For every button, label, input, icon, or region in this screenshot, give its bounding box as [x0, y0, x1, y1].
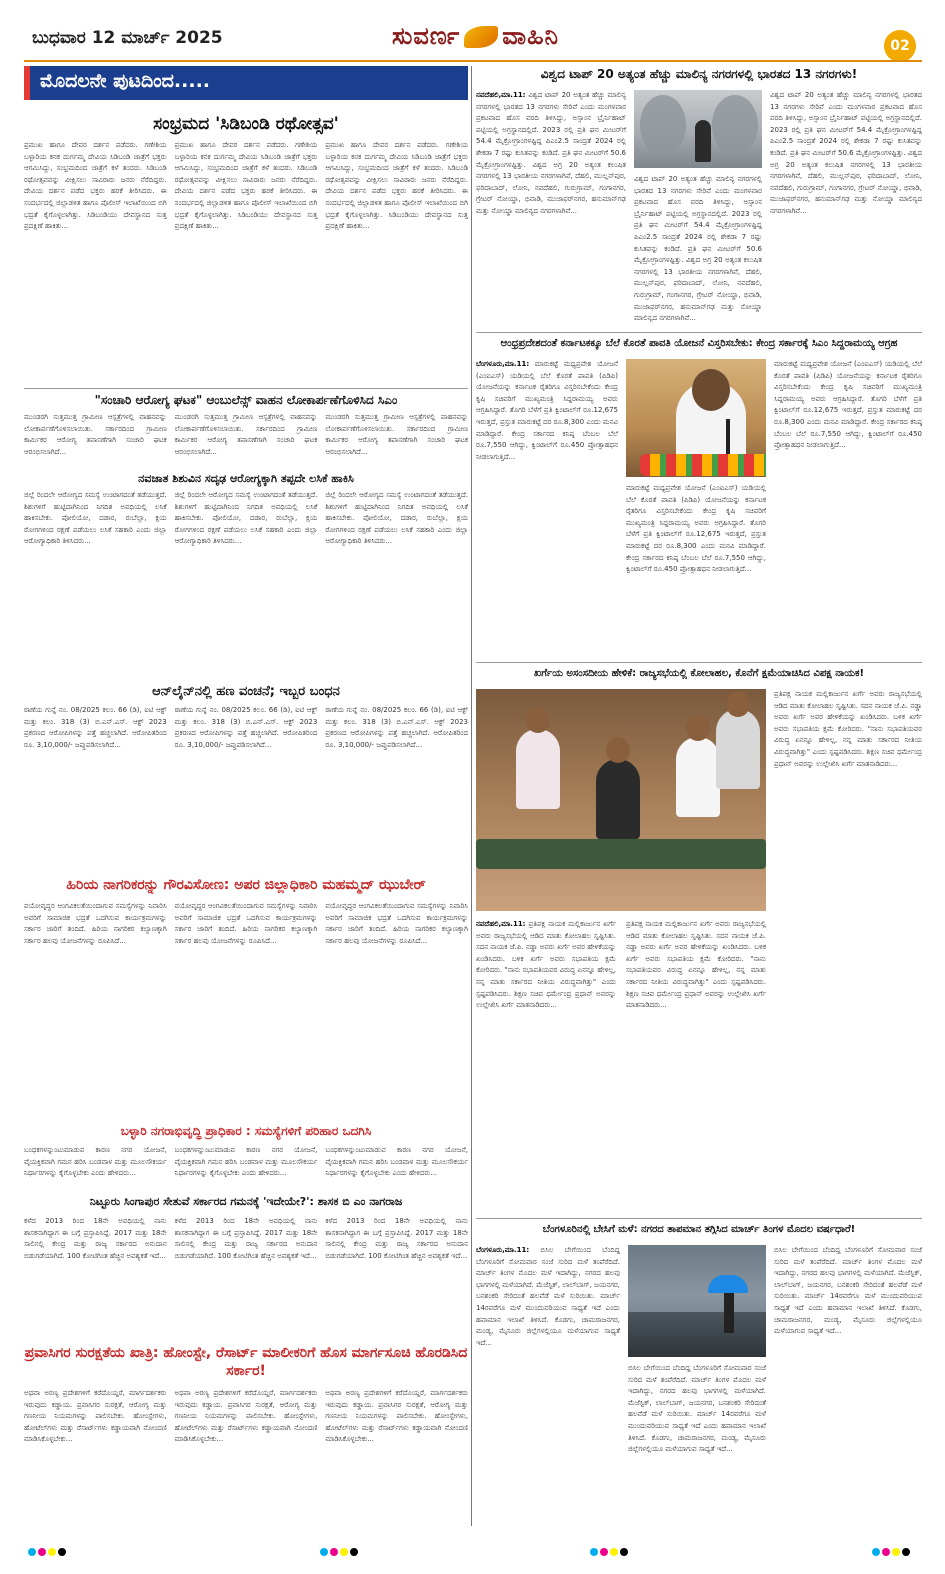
article-pollution — [476, 66, 922, 322]
article-vaccination — [24, 472, 468, 676]
article-body: ನವದೆಹಲಿ,ಮಾ.11: ವಿಶ್ವದ ಟಾಪ್ 20 ಅತ್ಯಂತ ಹೆಚ್ಚು ಮಾಲಿನ್ಯ ನಗರಗಳಲ್ಲಿ ಭಾರತದ 13 ನಗರಗಳು ಸೇರಿವೆ ಎಂದು ಮಂಗಳವಾರ ಪ್ರಕಟವಾದ ಹೊಸ ವರದಿ ತಿಳಿಸಿದ್ದು, ಅಸ್ಸಾಂನ ಬ್ರೈರ್ನಿಹಾಟ್ ಪಟ್ಟಿಯಲ್ಲಿ ಅಗ್ರಸ್ಥಾನದಲ್ಲಿದೆ. 2023 ರಲ್ಲಿ ಪ್ರತಿ ಘನ ಮೀಟರ್‌ಗೆ 54.4 ಮೈಕ್ರೋಗ್ರಾಂಗಳಷ್ಟಿದ್ದ ಪಿಎಂ2.5 ಸಾಂದ್ರತೆ 2024 ರಲ್ಲಿ ಶೇಕಡಾ 7 ರಷ್ಟು ಕುಸಿತವನ್ನು ಕಂಡಿದೆ. ಪ್ರತಿ ಘನ ಮೀಟರ್‌ಗೆ 50.6 ಮೈಕ್ರೋಗ್ರಾಂಗಳಷ್ಟಿತ್ತು. ವಿಶ್ವದ ಅಗ್ರ 20 ಅತ್ಯಂತ ಕಲುಷಿತ ನಗರಗಳಲ್ಲಿ 13 ಭಾರತೀಯ ನಗರಗಳಾಗಿವೆ, ದೆಹಲಿ, ಮುಲ್ಲನ್‌ಪುರ, ಫರಿದಾಬಾದ್, ಲೋನಿ, ನವದೆಹಲಿ, ಗುರುಗ್ರಾಮ್, ಗಂಗಾನಗರ, ಗ್ರೇಟರ್ ನೋಯ್ಡಾ, ಭಿವಾಡಿ, ಮುಜಾಫರ್‌ನಗರ, ಹನುಮಾನ್‌ಗಢ ಮತ್ತು ನೋಯ್ಡಾ ಮಾಲಿನ್ಯದ ನಗರಗಳಾಗಿವೆ... — [476, 91, 626, 215]
article-body-cont: ಪ್ರತಿಪಕ್ಷ ನಾಯಕ ಮಲ್ಲಿಕಾರ್ಜುನ ಖರ್ಗೆ ಅವರು ರಾಜ್ಯಸಭೆಯಲ್ಲಿ ಆಡಿದ ಮಾತು ಕೋಲಾಹಲ ಸೃಷ್ಟಿಸಿತು. ಸದನ ನಾಯಕ ಜೆ.ಪಿ. ನಡ್ಡಾ ಅವರು ಖರ್ಗೆ ಅವರ ಹೇಳಿಕೆಯನ್ನು ಖಂಡಿಸಿದರು. ಬಳಿಕ ಖರ್ಗೆ ಅವರು ಸಭಾಪತಿಯ ಕ್ಷಮೆ ಕೋರಿದರು. "ನಾನು ಸಭಾಪತಿಯವರ ವಿರುದ್ಧ ಏನನ್ನೂ ಹೇಳಿಲ್ಲ, ನನ್ನ ಮಾತು ಸರ್ಕಾರದ ನೀತಿಯ ವಿರುದ್ಧವಾಗಿತ್ತು" ಎಂದು ಸ್ಪಷ್ಟಪಡಿಸಿದರು. ಶಿಕ್ಷಣ ಸಚಿವ ಧರ್ಮೇಂದ್ರ ಪ್ರಧಾನ್ ಅವರನ್ನು ಉಲ್ಲೇಖಿಸಿ ಖರ್ಗೆ ಮಾತನಾಡಿದರು... — [774, 690, 922, 768]
article-headline: ಪ್ರವಾಸಿಗರ ಸುರಕ್ಷತೆಯ ಖಾತ್ರಿ: ಹೋಂಸ್ಟೇ, ರೆಸಾರ್ಟ್ ಮಾಲೀಕರಿಗೆ ಹೊಸ ಮಾರ್ಗಸೂಚಿ ಹೊರಡಿಸಿದ ಸರ್ಕಾರ! — [24, 1345, 468, 1379]
column-divider — [471, 66, 472, 1526]
left-column — [24, 66, 468, 1444]
masthead — [0, 0, 945, 62]
print-registration-marks — [590, 1548, 628, 1556]
article-headline: ನಿಟ್ಟೂರು ಸಿಂಗಾಪುರ ಸೇತುವೆ ಸರ್ಕಾರದ ಗಮನಕ್ಕೆ 'ಇದೇಯೇ?': ಶಾಸಕ ಬಿ ಎಂ ನಾಗರಾಜ — [89, 1195, 403, 1208]
divider — [476, 1218, 922, 1219]
article-headline: ವಿಶ್ವದ ಟಾಪ್ 20 ಅತ್ಯಂತ ಹೆಚ್ಚು ಮಾಲಿನ್ಯ ನಗರಗಳಲ್ಲಿ ಭಾರತದ 13 ನಗರಗಳು! — [540, 67, 858, 81]
logo-left-text: ಸುವರ್ಣ — [392, 22, 461, 50]
article-body-cont: ವಿಶ್ವದ ಟಾಪ್ 20 ಅತ್ಯಂತ ಹೆಚ್ಚು ಮಾಲಿನ್ಯ ನಗರಗಳಲ್ಲಿ ಭಾರತದ 13 ನಗರಗಳು ಸೇರಿವೆ ಎಂದು ಮಂಗಳವಾರ ಪ್ರಕಟವಾದ ಹೊಸ ವರದಿ ತಿಳಿಸಿದ್ದು, ಅಸ್ಸಾಂನ ಬ್ರೈರ್ನಿಹಾಟ್ ಪಟ್ಟಿಯಲ್ಲಿ ಅಗ್ರಸ್ಥಾನದಲ್ಲಿದೆ. 2023 ರಲ್ಲಿ ಪ್ರತಿ ಘನ ಮೀಟರ್‌ಗೆ 54.4 ಮೈಕ್ರೋಗ್ರಾಂಗಳಷ್ಟಿದ್ದ ಪಿಎಂ2.5 ಸಾಂದ್ರತೆ 2024 ರಲ್ಲಿ ಶೇಕಡಾ 7 ರಷ್ಟು ಕುಸಿತವನ್ನು ಕಂಡಿದೆ. ಪ್ರತಿ ಘನ ಮೀಟರ್‌ಗೆ 50.6 ಮೈಕ್ರೋಗ್ರಾಂಗಳಷ್ಟಿತ್ತು. ವಿಶ್ವದ ಅಗ್ರ 20 ಅತ್ಯಂತ ಕಲುಷಿತ ನಗರಗಳಲ್ಲಿ 13 ಭಾರತೀಯ ನಗರಗಳಾಗಿವೆ, ದೆಹಲಿ, ಮುಲ್ಲನ್‌ಪುರ, ಫರಿದಾಬಾದ್, ಲೋನಿ, ನವದೆಹಲಿ, ಗುರುಗ್ರಾಮ್, ಗಂಗಾನಗರ, ಗ್ರೇಟರ್ ನೋಯ್ಡಾ, ಭಿವಾಡಿ, ಮುಜಾಫರ್‌ನಗರ, ಹನುಮಾನ್‌ಗಢ ಮತ್ತು ನೋಯ್ಡಾ ಮಾಲಿನ್ಯದ ನಗರಗಳಾಗಿವೆ... — [770, 91, 922, 215]
article-body: ಬೆಂಗಳೂರು,ಮಾ.11: ಮಾರುಕಟ್ಟೆ ಮಧ್ಯಪ್ರವೇಶ ಯೋಜನೆ (ಎಂಐಎಸ್) ಯಡಿಯಲ್ಲಿ ಬೆಲೆ ಕೊರತೆ ಪಾವತಿ (ಪಿಡಿಪಿ) ಯೋಜನೆಯನ್ನು ಕರ್ನಾಟಕ ರೈತರಿಗೂ ವಿಸ್ತರಿಸಬೇಕೆಂದು ಕೇಂದ್ರ ಕೃಷಿ ಸಚಿವರಿಗೆ ಮುಖ್ಯಮಂತ್ರಿ ಸಿದ್ದರಾಮಯ್ಯ ಅವರು ಆಗ್ರಹಿಸಿದ್ದಾರೆ. ತೊಗರಿ ಬೆಳೆಗೆ ಪ್ರತಿ ಕ್ವಿಂಟಾಲ್‌ಗೆ ರೂ.12,675 ಇರುತ್ತದೆ, ಪ್ರಸ್ತುತ ಮಾರುಕಟ್ಟೆ ದರ ರೂ.8,300 ಎಂದು ಮನವಿ ಮಾಡಿದ್ದಾರೆ. ಕೇಂದ್ರ ಸರ್ಕಾರದ ಕನಿಷ್ಠ ಬೆಂಬಲ ಬೆಲೆ ರೂ.7,550 ಆಗಿದ್ದು, ಕ್ವಿಂಟಾಲ್‌ಗೆ ರೂ.450 ಪ್ರೋತ್ಸಾಹಧನ ನೀಡಲಾಗುತ್ತಿದೆ... — [476, 360, 618, 461]
logo-right-text: ವಾಹಿನಿ — [502, 22, 559, 50]
article-headline: ಖರ್ಗೆಯ ಅಸಂಸದೀಯ ಹೇಳಿಕೆ: ರಾಜ್ಯಸಭೆಯಲ್ಲಿ ಕೋಲಾಹಲ, ಕೊನೆಗೆ ಕ್ಷಮೆಯಾಚಿಸಿದ ವಿಪಕ್ಷ ನಾಯಕ! — [533, 668, 865, 679]
article-senior-citizens — [24, 876, 468, 1101]
article-headline: ಸಂಭ್ರಮದ 'ಸಿಡಿಬಂಡಿ ರಥೋತ್ಸವ' — [153, 114, 339, 134]
article-body-cont: ವಿಶ್ವದ ಟಾಪ್ 20 ಅತ್ಯಂತ ಹೆಚ್ಚು ಮಾಲಿನ್ಯ ನಗರಗಳಲ್ಲಿ ಭಾರತದ 13 ನಗರಗಳು ಸೇರಿವೆ ಎಂದು ಮಂಗಳವಾರ ಪ್ರಕಟವಾದ ಹೊಸ ವರದಿ ತಿಳಿಸಿದ್ದು, ಅಸ್ಸಾಂನ ಬ್ರೈರ್ನಿಹಾಟ್ ಪಟ್ಟಿಯಲ್ಲಿ ಅಗ್ರಸ್ಥಾನದಲ್ಲಿದೆ. 2023 ರಲ್ಲಿ ಪ್ರತಿ ಘನ ಮೀಟರ್‌ಗೆ 54.4 ಮೈಕ್ರೋಗ್ರಾಂಗಳಷ್ಟಿದ್ದ ಪಿಎಂ2.5 ಸಾಂದ್ರತೆ 2024 ರಲ್ಲಿ ಶೇಕಡಾ 7 ರಷ್ಟು ಕುಸಿತವನ್ನು ಕಂಡಿದೆ. ಪ್ರತಿ ಘನ ಮೀಟರ್‌ಗೆ 50.6 ಮೈಕ್ರೋಗ್ರಾಂಗಳಷ್ಟಿತ್ತು. ವಿಶ್ವದ ಅಗ್ರ 20 ಅತ್ಯಂತ ಕಲುಷಿತ ನಗರಗಳಲ್ಲಿ 13 ಭಾರತೀಯ ನಗರಗಳಾಗಿವೆ, ದೆಹಲಿ, ಮುಲ್ಲನ್‌ಪುರ, ಫರಿದಾಬಾದ್, ಲೋನಿ, ನವದೆಹಲಿ, ಗುರುಗ್ರಾಮ್, ಗಂಗಾನಗರ, ಗ್ರೇಟರ್ ನೋಯ್ಡಾ, ಭಿವಾಡಿ, ಮುಜಾಫರ್‌ನಗರ, ಹನುಮಾನ್‌ಗಢ ಮತ್ತು ನೋಯ್ಡಾ ಮಾಲಿನ್ಯದ ನಗರಗಳಾಗಿವೆ... — [634, 175, 762, 322]
chief-minister-photo — [626, 359, 766, 477]
article-body-cont: ಬಿಸಿಲ ಬೇಗೆಯಿಂದ ಬೆಂದಿದ್ದ ಬೆಂಗಳೂರಿಗೆ ಸೋಮವಾರ ಸಂಜೆ ಸುರಿದ ಮಳೆ ತಂಪೆರೆದಿದೆ. ಮಾರ್ಚ್ ತಿಂಗಳ ಮೊದಲ ಮಳೆ ಇದಾಗಿದ್ದು, ನಗರದ ಹಲವು ಭಾಗಗಳಲ್ಲಿ ಮಳೆಯಾಗಿದೆ. ಮೆಜೆಸ್ಟಿಕ್, ಲಾಲ್‌ಬಾಗ್, ಜಯನಗರ, ಬನಶಂಕರಿ ಸೇರಿದಂತೆ ಹಲವೆಡೆ ಮಳೆ ಸುರಿಯಿತು. ಮಾರ್ಚ್ 14ರವರೆಗೂ ಮಳೆ ಮುಂದುವರಿಯುವ ಸಾಧ್ಯತೆ ಇದೆ ಎಂದು ಹವಾಮಾನ ಇಲಾಖೆ ತಿಳಿಸಿದೆ. ಕೊಡಗು, ಚಾಮರಾಜನಗರ, ಮಂಡ್ಯ, ಮೈಸೂರು ಜಿಲ್ಲೆಗಳಲ್ಲಿಯೂ ಮಳೆಯಾಗುವ ಸಾಧ್ಯತೆ ಇದೆ... — [774, 1246, 922, 1336]
article-body: ಅಥವಾ ಅರಣ್ಯ ಪ್ರದೇಶಗಳಿಗೆ ಕರೆದೊಯ್ದರೆ, ಮಾರ್ಗದರ್ಶಕರು ಇರುವುದು ಕಡ್ಡಾಯ. ಪ್ರವಾಸಿಗರ ಸುರಕ್ಷತೆ, ಆರೋಗ್ಯ ಮತ್ತು ಗಣನೀಯ ನಿಯಮಗಳನ್ನು ಪಾಲಿಸಬೇಕು. ಹೋಂಸ್ಟೇಗಳು, ಹೋಟೆಲ್‌ಗಳು ಮತ್ತು ರೆಸಾರ್ಟ್‌ಗಳು ಕಡ್ಡಾಯವಾಗಿ ನೋಂದಣಿ ಮಾಡಿಸಿಕೊಳ್ಳಬೇಕು... ಅಥವಾ ಅರಣ್ಯ ಪ್ರದೇಶಗಳಿಗೆ ಕರೆದೊಯ್ದರೆ, ಮಾರ್ಗದರ್ಶಕರು ಇರುವುದು ಕಡ್ಡಾಯ. ಪ್ರವಾಸಿಗರ ಸುರಕ್ಷತೆ, ಆರೋಗ್ಯ ಮತ್ತು ಗಣನೀಯ ನಿಯಮಗಳನ್ನು ಪಾಲಿಸಬೇಕು. ಹೋಂಸ್ಟೇಗಳು, ಹೋಟೆಲ್‌ಗಳು ಮತ್ತು ರೆಸಾರ್ಟ್‌ಗಳು ಕಡ್ಡಾಯವಾಗಿ ನೋಂದಣಿ ಮಾಡಿಸಿಕೊಳ್ಳಬೇಕು... ಅಥವಾ ಅರಣ್ಯ ಪ್ರದೇಶಗಳಿಗೆ ಕರೆದೊಯ್ದರೆ, ಮಾರ್ಗದರ್ಶಕರು ಇರುವುದು ಕಡ್ಡಾಯ. ಪ್ರವಾಸಿಗರ ಸುರಕ್ಷತೆ, ಆರೋಗ್ಯ ಮತ್ತು ಗಣನೀಯ ನಿಯಮಗಳನ್ನು ಪಾಲಿಸಬೇಕು. ಹೋಂಸ್ಟೇಗಳು, ಹೋಟೆಲ್‌ಗಳು ಮತ್ತು ರೆಸಾರ್ಟ್‌ಗಳು ಕಡ್ಡಾಯವಾಗಿ ನೋಂದಣಿ ಮಾಡಿಸಿಕೊಳ್ಳಬೇಕು... — [24, 1389, 468, 1444]
article-headline: ಆನ್‌ಲೈನ್‌ನಲ್ಲಿ ಹಣ ವಂಚನೆ; ಇಬ್ಬರ ಬಂಧನ — [152, 684, 340, 699]
article-bengaluru-rain — [476, 1214, 922, 1535]
article-headline: ನವಜಾತ ಶಿಶುವಿನ ಸದೃಢ ಆರೋಗ್ಯಕ್ಕಾಗಿ ತಪ್ಪದೇ ಲಸಿಕೆ ಹಾಕಿಸಿ — [138, 472, 354, 485]
article-headline: ಹಿರಿಯ ನಾಗರಿಕರನ್ನು ಗೌರವಿಸೋಣ: ಅಪರ ಜಿಲ್ಲಾಧಿಕಾರಿ ಮಹಮ್ಮದ್ ಝುಬೇರ್ — [66, 877, 426, 893]
masthead-rule — [24, 60, 922, 62]
article-body: ಜಿಲ್ಲೆ ರಿಂದಲೇ ಆರೋಗ್ಯದ ಸಮಸ್ಯೆ ಉಂಟಾಗದಂತೆ ತಡೆಯುತ್ತದೆ. ಶಿಶುಗಳಿಗೆ ಹುಟ್ಟಿದಾಗಿನಿಂದ ನಿಗದಿತ ಅವಧಿಯಲ್ಲಿ ಲಸಿಕೆ ಹಾಕಿಸಬೇಕು. ಪೋಲಿಯೋ, ದಡಾರ, ರುಬೆಲ್ಲಾ, ಕ್ಷಯ ರೋಗಗಳಿಂದ ರಕ್ಷಣೆ ಪಡೆಯಲು ಲಸಿಕೆ ಸಹಕಾರಿ ಎಂದು ಜಿಲ್ಲಾ ಆರೋಗ್ಯಾಧಿಕಾರಿ ತಿಳಿಸಿದರು... ಜಿಲ್ಲೆ ರಿಂದಲೇ ಆರೋಗ್ಯದ ಸಮಸ್ಯೆ ಉಂಟಾಗದಂತೆ ತಡೆಯುತ್ತದೆ. ಶಿಶುಗಳಿಗೆ ಹುಟ್ಟಿದಾಗಿನಿಂದ ನಿಗದಿತ ಅವಧಿಯಲ್ಲಿ ಲಸಿಕೆ ಹಾಕಿಸಬೇಕು. ಪೋಲಿಯೋ, ದಡಾರ, ರುಬೆಲ್ಲಾ, ಕ್ಷಯ ರೋಗಗಳಿಂದ ರಕ್ಷಣೆ ಪಡೆಯಲು ಲಸಿಕೆ ಸಹಕಾರಿ ಎಂದು ಜಿಲ್ಲಾ ಆರೋಗ್ಯಾಧಿಕಾರಿ ತಿಳಿಸಿದರು... ಜಿಲ್ಲೆ ರಿಂದಲೇ ಆರೋಗ್ಯದ ಸಮಸ್ಯೆ ಉಂಟಾಗದಂತೆ ತಡೆಯುತ್ತದೆ. ಶಿಶುಗಳಿಗೆ ಹುಟ್ಟಿದಾಗಿನಿಂದ ನಿಗದಿತ ಅವಧಿಯಲ್ಲಿ ಲಸಿಕೆ ಹಾಕಿಸಬೇಕು. ಪೋಲಿಯೋ, ದಡಾರ, ರುಬೆಲ್ಲಾ, ಕ್ಷಯ ರೋಗಗಳಿಂದ ರಕ್ಷಣೆ ಪಡೆಯಲು ಲಸಿಕೆ ಸಹಕಾರಿ ಎಂದು ಜಿಲ್ಲಾ ಆರೋಗ್ಯಾಧಿಕಾರಿ ತಿಳಿಸಿದರು... — [24, 491, 468, 546]
article-body: ವಯೋವೃದ್ಧರ ಆಂಗವಿಕಲತೆಯಿಂದಾಗುವ ಸಮಸ್ಯೆಗಳನ್ನು ನಿವಾರಿಸಿ ಅವರಿಗೆ ಸಾಮಾಜಿಕ ಭದ್ರತೆ ಒದಗಿಸುವ ಕಾರ್ಯಕ್ರಮಗಳನ್ನು ಸರ್ಕಾರ ಜಾರಿಗೆ ತಂದಿದೆ. ಹಿರಿಯ ನಾಗರಿಕರ ಕಲ್ಯಾಣಕ್ಕಾಗಿ ಸರ್ಕಾರ ಹಲವು ಯೋಜನೆಗಳನ್ನು ರೂಪಿಸಿದೆ... ವಯೋವೃದ್ಧರ ಆಂಗವಿಕಲತೆಯಿಂದಾಗುವ ಸಮಸ್ಯೆಗಳನ್ನು ನಿವಾರಿಸಿ ಅವರಿಗೆ ಸಾಮಾಜಿಕ ಭದ್ರತೆ ಒದಗಿಸುವ ಕಾರ್ಯಕ್ರಮಗಳನ್ನು ಸರ್ಕಾರ ಜಾರಿಗೆ ತಂದಿದೆ. ಹಿರಿಯ ನಾಗರಿಕರ ಕಲ್ಯಾಣಕ್ಕಾಗಿ ಸರ್ಕಾರ ಹಲವು ಯೋಜನೆಗಳನ್ನು ರೂಪಿಸಿದೆ... ವಯೋವೃದ್ಧರ ಆಂಗವಿಕಲತೆಯಿಂದಾಗುವ ಸಮಸ್ಯೆಗಳನ್ನು ನಿವಾರಿಸಿ ಅವರಿಗೆ ಸಾಮಾಜಿಕ ಭದ್ರತೆ ಒದಗಿಸುವ ಕಾರ್ಯಕ್ರಮಗಳನ್ನು ಸರ್ಕಾರ ಜಾರಿಗೆ ತಂದಿದೆ. ಹಿರಿಯ ನಾಗರಿಕರ ಕಲ್ಯಾಣಕ್ಕಾಗಿ ಸರ್ಕಾರ ಹಲವು ಯೋಜನೆಗಳನ್ನು ರೂಪಿಸಿದೆ... — [24, 902, 468, 945]
article-cm-price-deficit — [476, 328, 922, 659]
print-registration-marks — [28, 1548, 66, 1556]
issue-date: ಬುಧವಾರ 12 ಮಾರ್ಚ್ 2025 — [32, 28, 223, 48]
article-online-fraud — [24, 684, 468, 875]
section-banner: ಮೊದಲನೇ ಪುಟದಿಂದ..... — [24, 66, 468, 100]
article-body-cont: ಮಾರುಕಟ್ಟೆ ಮಧ್ಯಪ್ರವೇಶ ಯೋಜನೆ (ಎಂಐಎಸ್) ಯಡಿಯಲ್ಲಿ ಬೆಲೆ ಕೊರತೆ ಪಾವತಿ (ಪಿಡಿಪಿ) ಯೋಜನೆಯನ್ನು ಕರ್ನಾಟಕ ರೈತರಿಗೂ ವಿಸ್ತರಿಸಬೇಕೆಂದು ಕೇಂದ್ರ ಕೃಷಿ ಸಚಿವರಿಗೆ ಮುಖ್ಯಮಂತ್ರಿ ಸಿದ್ದರಾಮಯ್ಯ ಅವರು ಆಗ್ರಹಿಸಿದ್ದಾರೆ. ತೊಗರಿ ಬೆಳೆಗೆ ಪ್ರತಿ ಕ್ವಿಂಟಾಲ್‌ಗೆ ರೂ.12,675 ಇರುತ್ತದೆ, ಪ್ರಸ್ತುತ ಮಾರುಕಟ್ಟೆ ದರ ರೂ.8,300 ಎಂದು ಮನವಿ ಮಾಡಿದ್ದಾರೆ. ಕೇಂದ್ರ ಸರ್ಕಾರದ ಕನಿಷ್ಠ ಬೆಂಬಲ ಬೆಲೆ ರೂ.7,550 ಆಗಿದ್ದು, ಕ್ವಿಂಟಾಲ್‌ಗೆ ರೂ.450 ಪ್ರೋತ್ಸಾಹಧನ ನೀಡಲಾಗುತ್ತಿದೆ... — [774, 360, 922, 450]
article-urban-development — [24, 1124, 468, 1191]
article-body: ಮುಂಡರಗಿ ಸುತ್ತಮುತ್ತ ಗ್ರಾಮೀಣ ಆಸ್ಪತ್ರೆಗಳಲ್ಲಿ ವಾಹನವನ್ನು ಲೋಕಾರ್ಪಣೆಗೊಳಿಸಲಾಯಿತು. ಸರ್ಕಾರದಿಂದ ಗ್ರಾಮೀಣ ಕಾರ್ಮಿಕರ ಆರೋಗ್ಯ ತಪಾಸಣೆಗಾಗಿ ಸಂಚಾರಿ ಘಟಕ ಆರಂಭಿಸಲಾಗಿದೆ... ಮುಂಡರಗಿ ಸುತ್ತಮುತ್ತ ಗ್ರಾಮೀಣ ಆಸ್ಪತ್ರೆಗಳಲ್ಲಿ ವಾಹನವನ್ನು ಲೋಕಾರ್ಪಣೆಗೊಳಿಸಲಾಯಿತು. ಸರ್ಕಾರದಿಂದ ಗ್ರಾಮೀಣ ಕಾರ್ಮಿಕರ ಆರೋಗ್ಯ ತಪಾಸಣೆಗಾಗಿ ಸಂಚಾರಿ ಘಟಕ ಆರಂಭಿಸಲಾಗಿದೆ... ಮುಂಡರಗಿ ಸುತ್ತಮುತ್ತ ಗ್ರಾಮೀಣ ಆಸ್ಪತ್ರೆಗಳಲ್ಲಿ ವಾಹನವನ್ನು ಲೋಕಾರ್ಪಣೆಗೊಳಿಸಲಾಯಿತು. ಸರ್ಕಾರದಿಂದ ಗ್ರಾಮೀಣ ಕಾರ್ಮಿಕರ ಆರೋಗ್ಯ ತಪಾಸಣೆಗಾಗಿ ಸಂಚಾರಿ ಘಟಕ ಆರಂಭಿಸಲಾಗಿದೆ... — [24, 413, 468, 456]
article-headline: ಬೆಂಗಳೂರಿನಲ್ಲಿ ಬೇಸಿಗೆ ಮಳೆ: ನಗರದ ತಾಪಮಾನ ತಗ್ಗಿಸಿದ ಮಾರ್ಚ್ ತಿಂಗಳ ಮೊದಲ ವರ್ಷಧಾರೆ! — [542, 1224, 856, 1235]
parliament-photo — [476, 689, 766, 911]
newspaper-logo — [392, 22, 559, 50]
article-ambulance — [24, 384, 468, 474]
rain-photo — [628, 1245, 766, 1357]
article-kharge-rajya-sabha — [476, 658, 922, 1229]
article-sidibandi — [24, 114, 468, 384]
page-number-badge: 02 — [884, 30, 916, 62]
article-tourism — [24, 1344, 468, 1540]
print-registration-marks — [320, 1548, 358, 1556]
print-registration-marks — [872, 1548, 910, 1556]
article-headline: ಬಳ್ಳಾರಿ ನಗರಾಭಿವೃದ್ಧಿ ಪ್ರಾಧಿಕಾರ : ಸಮಸ್ಯೆಗಳಿಗೆ ಪರಿಹಾರ ಒದಗಿಸಿ — [120, 1124, 372, 1138]
article-body: ಠಾಣೆಯ ಗುನ್ನೆ ನಂ. 08/2025 ಕಲಂ. 66 (ಡಿ), ಐಟಿ ಆಕ್ಟ್ ಮತ್ತು ಕಲಂ. 318 (3) ಬಿ.ಎನ್.ಎಸ್. ಆಕ್ಟ್ 2023 ಪ್ರಕರಣದ ಆರೋಪಿಗಳನ್ನು ಪತ್ತೆ ಹಚ್ಚಲಾಗಿದೆ. ಆರೋಪಿತರಿಂದ ರೂ. 3,10,000/- ಜಪ್ತುಪಡಿಸಲಾಗಿದೆ... ಠಾಣೆಯ ಗುನ್ನೆ ನಂ. 08/2025 ಕಲಂ. 66 (ಡಿ), ಐಟಿ ಆಕ್ಟ್ ಮತ್ತು ಕಲಂ. 318 (3) ಬಿ.ಎನ್.ಎಸ್. ಆಕ್ಟ್ 2023 ಪ್ರಕರಣದ ಆರೋಪಿಗಳನ್ನು ಪತ್ತೆ ಹಚ್ಚಲಾಗಿದೆ. ಆರೋಪಿತರಿಂದ ರೂ. 3,10,000/- ಜಪ್ತುಪಡಿಸಲಾಗಿದೆ... ಠಾಣೆಯ ಗುನ್ನೆ ನಂ. 08/2025 ಕಲಂ. 66 (ಡಿ), ಐಟಿ ಆಕ್ಟ್ ಮತ್ತು ಕಲಂ. 318 (3) ಬಿ.ಎನ್.ಎಸ್. ಆಕ್ಟ್ 2023 ಪ್ರಕರಣದ ಆರೋಪಿಗಳನ್ನು ಪತ್ತೆ ಹಚ್ಚಲಾಗಿದೆ. ಆರೋಪಿತರಿಂದ ರೂ. 3,10,000/- ಜಪ್ತುಪಡಿಸಲಾಗಿದೆ... — [24, 706, 468, 749]
article-body: ನವದೆಹಲಿ,ಮಾ.11: ಪ್ರತಿಪಕ್ಷ ನಾಯಕ ಮಲ್ಲಿಕಾರ್ಜುನ ಖರ್ಗೆ ಅವರು ರಾಜ್ಯಸಭೆಯಲ್ಲಿ ಆಡಿದ ಮಾತು ಕೋಲಾಹಲ ಸೃಷ್ಟಿಸಿತು. ಸದನ ನಾಯಕ ಜೆ.ಪಿ. ನಡ್ಡಾ ಅವರು ಖರ್ಗೆ ಅವರ ಹೇಳಿಕೆಯನ್ನು ಖಂಡಿಸಿದರು. ಬಳಿಕ ಖರ್ಗೆ ಅವರು ಸಭಾಪತಿಯ ಕ್ಷಮೆ ಕೋರಿದರು. "ನಾನು ಸಭಾಪತಿಯವರ ವಿರುದ್ಧ ಏನನ್ನೂ ಹೇಳಿಲ್ಲ, ನನ್ನ ಮಾತು ಸರ್ಕಾರದ ನೀತಿಯ ವಿರುದ್ಧವಾಗಿತ್ತು" ಎಂದು ಸ್ಪಷ್ಟಪಡಿಸಿದರು. ಶಿಕ್ಷಣ ಸಚಿವ ಧರ್ಮೇಂದ್ರ ಪ್ರಧಾನ್ ಅವರನ್ನು ಉಲ್ಲೇಖಿಸಿ ಖರ್ಗೆ ಮಾತನಾಡಿದರು... ಪ್ರತಿಪಕ್ಷ ನಾಯಕ ಮಲ್ಲಿಕಾರ್ಜುನ ಖರ್ಗೆ ಅವರು ರಾಜ್ಯಸಭೆಯಲ್ಲಿ ಆಡಿದ ಮಾತು ಕೋಲಾಹಲ ಸೃಷ್ಟಿಸಿತು. ಸದನ ನಾಯಕ ಜೆ.ಪಿ. ನಡ್ಡಾ ಅವರು ಖರ್ಗೆ ಅವರ ಹೇಳಿಕೆಯನ್ನು ಖಂಡಿಸಿದರು. ಬಳಿಕ ಖರ್ಗೆ ಅವರು ಸಭಾಪತಿಯ ಕ್ಷಮೆ ಕೋರಿದರು. "ನಾನು ಸಭಾಪತಿಯವರ ವಿರುದ್ಧ ಏನನ್ನೂ ಹೇಳಿಲ್ಲ, ನನ್ನ ಮಾತು ಸರ್ಕಾರದ ನೀತಿಯ ವಿರುದ್ಧವಾಗಿತ್ತು" ಎಂದು ಸ್ಪಷ್ಟಪಡಿಸಿದರು. ಶಿಕ್ಷಣ ಸಚಿವ ಧರ್ಮೇಂದ್ರ ಪ್ರಧಾನ್ ಅವರನ್ನು ಉಲ್ಲೇಖಿಸಿ ಖರ್ಗೆ ಮಾತನಾಡಿದರು... — [476, 920, 766, 1010]
article-body: ಕಳೆದ 2013 ರಿಂದ 18ನೇ ಅವಧಿಯಲ್ಲಿ ನಾನು ಶಾಸಕನಾಗಿದ್ದಾಗ ಈ ಬಗ್ಗೆ ಪ್ರಸ್ತಾಪಿಸಿದ್ದೆ. 2017 ಮತ್ತು 18ನೇ ಸಾಲಿನಲ್ಲಿ ಕೇಂದ್ರ ಮತ್ತು ರಾಜ್ಯ ಸರ್ಕಾರದ ಅನುದಾನ ಬಿಡುಗಡೆಯಾಗಿದೆ. 100 ಕೋಟಿಗಿಂತ ಹೆಚ್ಚಿನ ಅವಶ್ಯಕತೆ ಇದೆ... ಕಳೆದ 2013 ರಿಂದ 18ನೇ ಅವಧಿಯಲ್ಲಿ ನಾನು ಶಾಸಕನಾಗಿದ್ದಾಗ ಈ ಬಗ್ಗೆ ಪ್ರಸ್ತಾಪಿಸಿದ್ದೆ. 2017 ಮತ್ತು 18ನೇ ಸಾಲಿನಲ್ಲಿ ಕೇಂದ್ರ ಮತ್ತು ರಾಜ್ಯ ಸರ್ಕಾರದ ಅನುದಾನ ಬಿಡುಗಡೆಯಾಗಿದೆ. 100 ಕೋಟಿಗಿಂತ ಹೆಚ್ಚಿನ ಅವಶ್ಯಕತೆ ಇದೆ... ಕಳೆದ 2013 ರಿಂದ 18ನೇ ಅವಧಿಯಲ್ಲಿ ನಾನು ಶಾಸಕನಾಗಿದ್ದಾಗ ಈ ಬಗ್ಗೆ ಪ್ರಸ್ತಾಪಿಸಿದ್ದೆ. 2017 ಮತ್ತು 18ನೇ ಸಾಲಿನಲ್ಲಿ ಕೇಂದ್ರ ಮತ್ತು ರಾಜ್ಯ ಸರ್ಕಾರದ ಅನುದಾನ ಬಿಡುಗಡೆಯಾಗಿದೆ. 100 ಕೋಟಿಗಿಂತ ಹೆಚ್ಚಿನ ಅವಶ್ಯಕತೆ ಇದೆ... — [24, 1217, 468, 1260]
divider — [476, 332, 922, 333]
article-body: ಬೆಂಗಳೂರು,ಮಾ.11: ಬಿಸಿಲ ಬೇಗೆಯಿಂದ ಬೆಂದಿದ್ದ ಬೆಂಗಳೂರಿಗೆ ಸೋಮವಾರ ಸಂಜೆ ಸುರಿದ ಮಳೆ ತಂಪೆರೆದಿದೆ. ಮಾರ್ಚ್ ತಿಂಗಳ ಮೊದಲ ಮಳೆ ಇದಾಗಿದ್ದು, ನಗರದ ಹಲವು ಭಾಗಗಳಲ್ಲಿ ಮಳೆಯಾಗಿದೆ. ಮೆಜೆಸ್ಟಿಕ್, ಲಾಲ್‌ಬಾಗ್, ಜಯನಗರ, ಬನಶಂಕರಿ ಸೇರಿದಂತೆ ಹಲವೆಡೆ ಮಳೆ ಸುರಿಯಿತು. ಮಾರ್ಚ್ 14ರವರೆಗೂ ಮಳೆ ಮುಂದುವರಿಯುವ ಸಾಧ್ಯತೆ ಇದೆ ಎಂದು ಹವಾಮಾನ ಇಲಾಖೆ ತಿಳಿಸಿದೆ. ಕೊಡಗು, ಚಾಮರಾಜನಗರ, ಮಂಡ್ಯ, ಮೈಸೂರು ಜಿಲ್ಲೆಗಳಲ್ಲಿಯೂ ಮಳೆಯಾಗುವ ಸಾಧ್ಯತೆ ಇದೆ... — [476, 1246, 620, 1347]
divider — [24, 388, 468, 389]
article-headline: ಆಂಧ್ರಪ್ರದೇಶದಂತೆ ಕರ್ನಾಟಕಕ್ಕೂ ಬೆಲೆ ಕೊರತೆ ಪಾವತಿ ಯೋಜನೆ ವಿಸ್ತರಿಸಬೇಕು: ಕೇಂದ್ರ ಸರ್ಕಾರಕ್ಕೆ ಸಿಎಂ ಸಿದ್ದರಾಮಯ್ಯ ಆಗ್ರಹ — [500, 338, 898, 349]
article-headline: "ಸಂಚಾರಿ ಆರೋಗ್ಯ ಘಟಕ" ಆಂಬುಲೆನ್ಸ್ ವಾಹನ ಲೋಕಾರ್ಪಣೆಗೊಳಿಸಿದ ಸಿಎಂ — [94, 393, 398, 407]
leaf-logo-icon — [464, 26, 498, 48]
divider — [476, 662, 922, 663]
smog-photo — [634, 90, 762, 168]
article-body: ಪ್ರಮುಖ ಹಾಗೂ ದೇವರ ದರ್ಶನ ಪಡೆದರು. ಗಣೇಶಿಯ ಬಳ್ಳಾರಿಯ ಕನಕ ದುರ್ಗಮ್ಮ ದೇವಿಯ ಸಿಡಿಬಂಡಿ ಜಾತ್ರೆಗೆ ಭಕ್ತರು ಆಗಮಿಸಿದ್ದು, ಸಂಭ್ರಮದಿಂದ ಜಾತ್ರೆಗೆ ಕಳೆ ತಂದರು. ಸಿಡಿಬಂಡಿ ರಥೋತ್ಸವವನ್ನು ವೀಕ್ಷಿಸಲು ಸಾವಿರಾರು ಜನರು ನೆರೆದಿದ್ದರು. ದೇವಿಯ ದರ್ಶನ ಪಡೆದ ಭಕ್ತರು ಹರಕೆ ತೀರಿಸಿದರು. ಈ ಸಂದರ್ಭದಲ್ಲಿ ಜಿಲ್ಲಾಡಳಿತ ಹಾಗೂ ಪೊಲೀಸ್ ಇಲಾಖೆಯಿಂದ ಬಿಗಿ ಭದ್ರತೆ ಕೈಗೊಳ್ಳಲಾಗಿತ್ತು. ಸಿಡಿಬಂಡಿಯು ದೇವಸ್ಥಾನದ ಸುತ್ತ ಪ್ರದಕ್ಷಿಣೆ ಹಾಕಿತು... ಪ್ರಮುಖ ಹಾಗೂ ದೇವರ ದರ್ಶನ ಪಡೆದರು. ಗಣೇಶಿಯ ಬಳ್ಳಾರಿಯ ಕನಕ ದುರ್ಗಮ್ಮ ದೇವಿಯ ಸಿಡಿಬಂಡಿ ಜಾತ್ರೆಗೆ ಭಕ್ತರು ಆಗಮಿಸಿದ್ದು, ಸಂಭ್ರಮದಿಂದ ಜಾತ್ರೆಗೆ ಕಳೆ ತಂದರು. ಸಿಡಿಬಂಡಿ ರಥೋತ್ಸವವನ್ನು ವೀಕ್ಷಿಸಲು ಸಾವಿರಾರು ಜನರು ನೆರೆದಿದ್ದರು. ದೇವಿಯ ದರ್ಶನ ಪಡೆದ ಭಕ್ತರು ಹರಕೆ ತೀರಿಸಿದರು. ಈ ಸಂದರ್ಭದಲ್ಲಿ ಜಿಲ್ಲಾಡಳಿತ ಹಾಗೂ ಪೊಲೀಸ್ ಇಲಾಖೆಯಿಂದ ಬಿಗಿ ಭದ್ರತೆ ಕೈಗೊಳ್ಳಲಾಗಿತ್ತು. ಸಿಡಿಬಂಡಿಯು ದೇವಸ್ಥಾನದ ಸುತ್ತ ಪ್ರದಕ್ಷಿಣೆ ಹಾಕಿತು... ಪ್ರಮುಖ ಹಾಗೂ ದೇವರ ದರ್ಶನ ಪಡೆದರು. ಗಣೇಶಿಯ ಬಳ್ಳಾರಿಯ ಕನಕ ದುರ್ಗಮ್ಮ ದೇವಿಯ ಸಿಡಿಬಂಡಿ ಜಾತ್ರೆಗೆ ಭಕ್ತರು ಆಗಮಿಸಿದ್ದು, ಸಂಭ್ರಮದಿಂದ ಜಾತ್ರೆಗೆ ಕಳೆ ತಂದರು. ಸಿಡಿಬಂಡಿ ರಥೋತ್ಸವವನ್ನು ವೀಕ್ಷಿಸಲು ಸಾವಿರಾರು ಜನರು ನೆರೆದಿದ್ದರು. ದೇವಿಯ ದರ್ಶನ ಪಡೆದ ಭಕ್ತರು ಹರಕೆ ತೀರಿಸಿದರು. ಈ ಸಂದರ್ಭದಲ್ಲಿ ಜಿಲ್ಲಾಡಳಿತ ಹಾಗೂ ಪೊಲೀಸ್ ಇಲಾಖೆಯಿಂದ ಬಿಗಿ ಭದ್ರತೆ ಕೈಗೊಳ್ಳಲಾಗಿತ್ತು. ಸಿಡಿಬಂಡಿಯು ದೇವಸ್ಥಾನದ ಸುತ್ತ ಪ್ರದಕ್ಷಿಣೆ ಹಾಕಿತು... — [24, 141, 468, 231]
article-body-cont: ಬಿಸಿಲ ಬೇಗೆಯಿಂದ ಬೆಂದಿದ್ದ ಬೆಂಗಳೂರಿಗೆ ಸೋಮವಾರ ಸಂಜೆ ಸುರಿದ ಮಳೆ ತಂಪೆರೆದಿದೆ. ಮಾರ್ಚ್ ತಿಂಗಳ ಮೊದಲ ಮಳೆ ಇದಾಗಿದ್ದು, ನಗರದ ಹಲವು ಭಾಗಗಳಲ್ಲಿ ಮಳೆಯಾಗಿದೆ. ಮೆಜೆಸ್ಟಿಕ್, ಲಾಲ್‌ಬಾಗ್, ಜಯನಗರ, ಬನಶಂಕರಿ ಸೇರಿದಂತೆ ಹಲವೆಡೆ ಮಳೆ ಸುರಿಯಿತು. ಮಾರ್ಚ್ 14ರವರೆಗೂ ಮಳೆ ಮುಂದುವರಿಯುವ ಸಾಧ್ಯತೆ ಇದೆ ಎಂದು ಹವಾಮಾನ ಇಲಾಖೆ ತಿಳಿಸಿದೆ. ಕೊಡಗು, ಚಾಮರಾಜನಗರ, ಮಂಡ್ಯ, ಮೈಸೂರು ಜಿಲ್ಲೆಗಳಲ್ಲಿಯೂ ಮಳೆಯಾಗುವ ಸಾಧ್ಯತೆ ಇದೆ... — [628, 1364, 766, 1454]
article-bridge — [24, 1194, 468, 1308]
article-body-cont: ಮಾರುಕಟ್ಟೆ ಮಧ್ಯಪ್ರವೇಶ ಯೋಜನೆ (ಎಂಐಎಸ್) ಯಡಿಯಲ್ಲಿ ಬೆಲೆ ಕೊರತೆ ಪಾವತಿ (ಪಿಡಿಪಿ) ಯೋಜನೆಯನ್ನು ಕರ್ನಾಟಕ ರೈತರಿಗೂ ವಿಸ್ತರಿಸಬೇಕೆಂದು ಕೇಂದ್ರ ಕೃಷಿ ಸಚಿವರಿಗೆ ಮುಖ್ಯಮಂತ್ರಿ ಸಿದ್ದರಾಮಯ್ಯ ಅವರು ಆಗ್ರಹಿಸಿದ್ದಾರೆ. ತೊಗರಿ ಬೆಳೆಗೆ ಪ್ರತಿ ಕ್ವಿಂಟಾಲ್‌ಗೆ ರೂ.12,675 ಇರುತ್ತದೆ, ಪ್ರಸ್ತುತ ಮಾರುಕಟ್ಟೆ ದರ ರೂ.8,300 ಎಂದು ಮನವಿ ಮಾಡಿದ್ದಾರೆ. ಕೇಂದ್ರ ಸರ್ಕಾರದ ಕನಿಷ್ಠ ಬೆಂಬಲ ಬೆಲೆ ರೂ.7,550 ಆಗಿದ್ದು, ಕ್ವಿಂಟಾಲ್‌ಗೆ ರೂ.450 ಪ್ರೋತ್ಸಾಹಧನ ನೀಡಲಾಗುತ್ತಿದೆ... — [626, 484, 766, 574]
article-body: ಬಂಧಕಗಳನ್ನುಂಟುಮಾಡುವ ಕಾರಣ ನಗರ ಯೋಜನೆ, ವೈಯಕ್ತಿಕವಾಗಿ ಗಮನ ಹರಿಸಿ ಬಂಡವಾಳ ಮತ್ತು ಮೂಲಸೌಕರ್ಯ ನಿರ್ಧಾರಗಳನ್ನು ಕೈಗೊಳ್ಳಬೇಕು ಎಂದು ಹೇಳಿದರು... ಬಂಧಕಗಳನ್ನುಂಟುಮಾಡುವ ಕಾರಣ ನಗರ ಯೋಜನೆ, ವೈಯಕ್ತಿಕವಾಗಿ ಗಮನ ಹರಿಸಿ ಬಂಡವಾಳ ಮತ್ತು ಮೂಲಸೌಕರ್ಯ ನಿರ್ಧಾರಗಳನ್ನು ಕೈಗೊಳ್ಳಬೇಕು ಎಂದು ಹೇಳಿದರು... ಬಂಧಕಗಳನ್ನುಂಟುಮಾಡುವ ಕಾರಣ ನಗರ ಯೋಜನೆ, ವೈಯಕ್ತಿಕವಾಗಿ ಗಮನ ಹರಿಸಿ ಬಂಡವಾಳ ಮತ್ತು ಮೂಲಸೌಕರ್ಯ ನಿರ್ಧಾರಗಳನ್ನು ಕೈಗೊಳ್ಳಬೇಕು ಎಂದು ಹೇಳಿದರು... — [24, 1146, 468, 1178]
